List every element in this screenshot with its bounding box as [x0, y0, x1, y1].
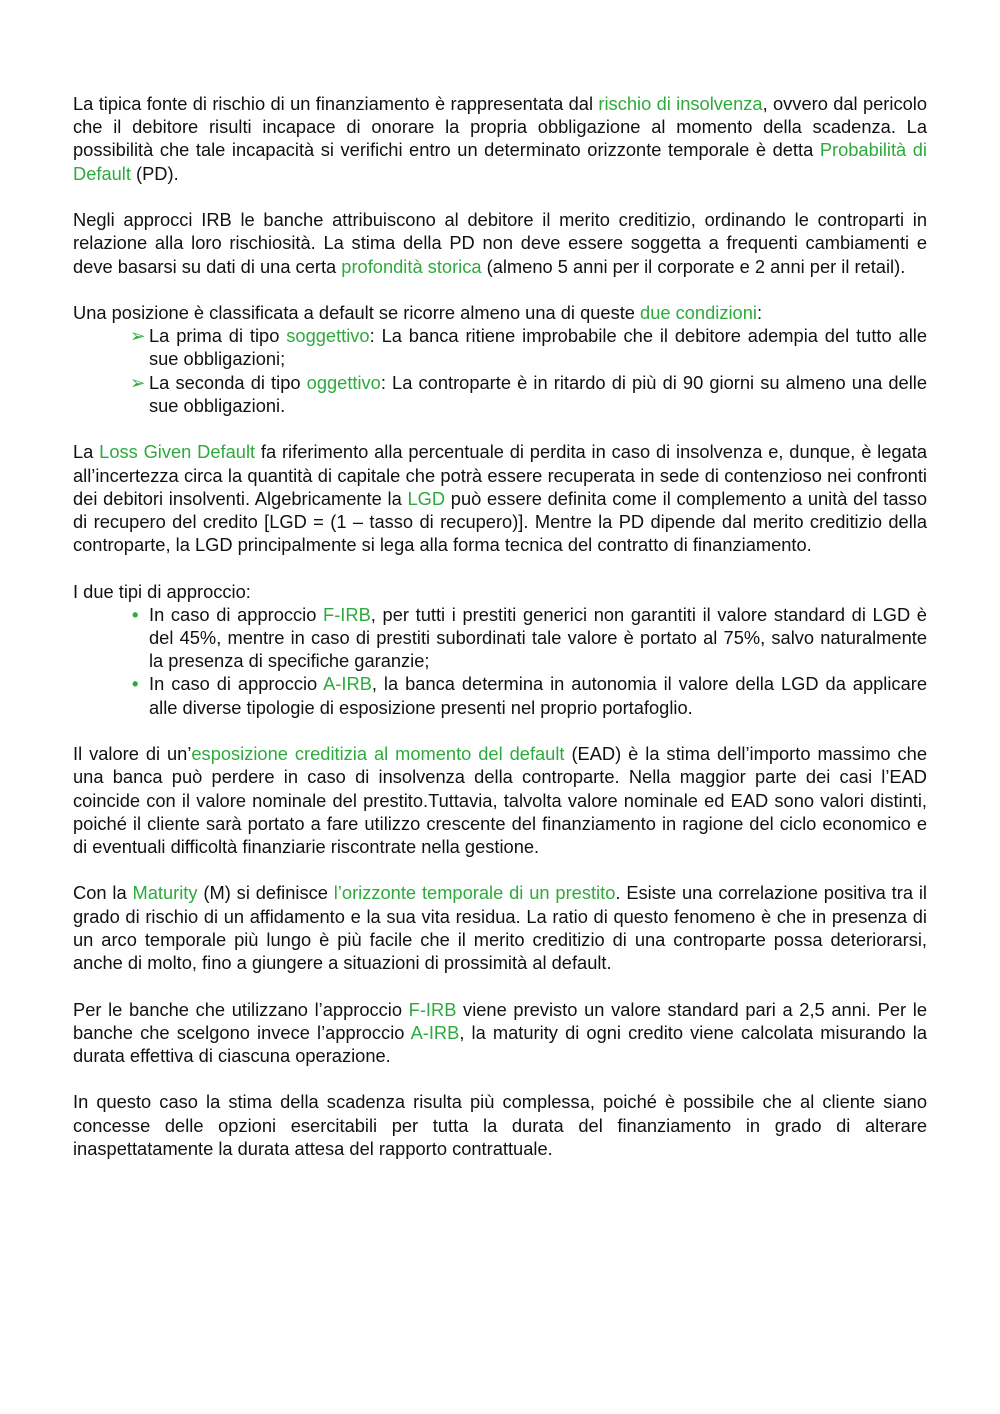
- text-run: , la maturity di ogni credito viene calcolata misurando la durata effettiva di ciascuna operazione.: [73, 1021, 928, 1066]
- dot-bullet-icon: •: [132, 673, 139, 695]
- paragraph-default-risk: [73, 92, 927, 185]
- document-page: [73, 92, 927, 1160]
- text-run: , la banca determina in autonomia il valore della LGD da applicare alle diverse tipologie di esposizione presenti nel proprio portafoglio.: [149, 673, 927, 718]
- text-run: , ovvero dal pericolo che il debitore risulti incapace di onorare la propria obbligazione al momento della scadenza. La possibilità che tale incapacità si verifichi entro un determinato orizzonte temporale è detta: [73, 93, 927, 161]
- highlighted-term: rischio di insolvenza: [598, 93, 763, 114]
- list-item: [73, 324, 927, 370]
- highlighted-term: Loss Given Default: [99, 441, 256, 463]
- paragraph-ead: [73, 742, 927, 858]
- default-conditions-list: [73, 324, 927, 417]
- paragraph-maturity-estimate: [73, 1090, 927, 1160]
- highlighted-term: A-IRB: [323, 673, 372, 695]
- text-run: In caso di approccio: [149, 603, 324, 625]
- list-item: [73, 371, 927, 417]
- paragraph-default-conditions: [73, 301, 927, 324]
- highlighted-term: LGD: [407, 487, 446, 509]
- arrow-bullet-icon: ➢: [130, 325, 146, 347]
- dot-bullet-icon: •: [132, 603, 139, 625]
- text-run: (EAD) è la stima dell’importo massimo che una banca può perdere in caso di insolvenza della controparte. Nella maggior parte dei casi l’EAD coincide con il valore nominale del prestito.Tuttavia, talvolta valore nominale ed EAD sono valori distinti, poiché il cliente sarà portato a fare utilizzo crescente del finanziamento in ragione del ciclo economico e di eventuali difficoltà finanziarie riscontrate nella gestione.: [73, 743, 928, 857]
- text-run: Per le banche che utilizzano l’approccio: [73, 998, 409, 1020]
- text-run: Una posizione è classificata a default se ricorre almeno una di queste: [73, 302, 641, 324]
- paragraph-irb-rating: [73, 208, 927, 278]
- approach-types-list: [73, 603, 927, 719]
- paragraph-approach-types: [73, 580, 927, 603]
- highlighted-term: Probabilità di Default: [73, 139, 927, 184]
- text-run: La: [73, 441, 100, 463]
- text-run: (PD).: [130, 162, 179, 184]
- text-run: La seconda di tipo: [149, 371, 307, 393]
- text-run: (M) si definisce: [197, 882, 334, 904]
- highlighted-term: soggettivo: [286, 325, 370, 347]
- highlighted-term: A-IRB: [410, 1021, 460, 1043]
- list-item: [73, 672, 927, 718]
- paragraph-maturity-approaches: [73, 998, 927, 1068]
- paragraph-lgd: [73, 440, 927, 556]
- arrow-bullet-icon: ➢: [130, 371, 146, 393]
- text-run: viene previsto un valore standard pari a 2,5 anni. Per le banche che scelgono invece l’approccio: [73, 998, 927, 1043]
- highlighted-term: due condizioni: [640, 302, 757, 324]
- text-run: , per tutti i prestiti generici non garantiti il valore standard di LGD è del 45%, mentre in caso di prestiti subordinati tale valore è portato al 75%, salvo naturalmente la presenza di specifiche garanzie;: [149, 603, 927, 672]
- highlighted-term: F-IRB: [323, 603, 371, 625]
- text-run: In questo caso la stima della scadenza risulta più complessa, poiché è possibile che al cliente siano concesse delle opzioni esercitabili per tutta la durata del finanziamento in grado di alterare inaspettatamente la durata attesa del rapporto contrattuale.: [73, 1091, 927, 1159]
- highlighted-term: esposizione creditizia al momento del default: [191, 743, 565, 765]
- text-run: può essere definita come il complemento a unità del tasso di recupero del credito [LGD = (1 – tasso di recupero)]. Mentre la PD dipende dal merito creditizio della controparte, la LGD principalmente si lega alla forma tecnica del contratto di finanziamento.: [73, 487, 927, 556]
- text-run: La tipica fonte di rischio di un finanziamento è rappresentata dal: [73, 93, 599, 114]
- text-run: La prima di tipo: [149, 325, 287, 347]
- paragraph-maturity: [73, 881, 927, 974]
- text-run: Il valore di un’: [73, 743, 192, 765]
- text-run: . Esiste una correlazione positiva tra il grado di rischio di un affidamento e la sua vita residua. La ratio di questo fenomeno è che in presenza di un arco temporale più lungo è più facile che il merito creditizio di una controparte possa deteriorarsi, anche di molto, fino a giungere a situazioni di prossimità al default.: [73, 882, 927, 974]
- text-run: : La controparte è in ritardo di più di 90 giorni su almeno una delle sue obbligazioni.: [149, 371, 927, 416]
- highlighted-term: profondità storica: [341, 255, 482, 277]
- text-run: In caso di approccio: [149, 673, 324, 695]
- highlighted-term: F-IRB: [408, 998, 457, 1020]
- highlighted-term: oggettivo: [306, 371, 381, 393]
- list-item: [73, 603, 927, 673]
- text-run: :: [756, 302, 763, 324]
- text-run: (almeno 5 anni per il corporate e 2 anni per il retail).: [481, 255, 906, 277]
- text-run: Negli approcci IRB le banche attribuiscono al debitore il merito creditizio, ordinando le controparti in relazione alla loro rischiosità. La stima della PD non deve essere soggetta a frequenti cambiamenti e deve basarsi su dati di una certa: [73, 209, 927, 277]
- text-run: Con la: [73, 882, 133, 904]
- text-run: : La banca ritiene improbabile che il debitore adempia del tutto alle sue obbligazioni;: [149, 325, 927, 370]
- highlighted-term: Maturity: [132, 882, 198, 904]
- text-run: I due tipi di approccio:: [73, 580, 251, 602]
- highlighted-term: l’orizzonte temporale di un prestito: [333, 882, 616, 904]
- text-run: fa riferimento alla percentuale di perdita in caso di insolvenza e, dunque, è legata all’incertezza circa la quantità di capitale che potrà essere recuperata in sede di contenzioso nei confronti dei debitori insolventi. Algebricamente la: [73, 441, 927, 509]
